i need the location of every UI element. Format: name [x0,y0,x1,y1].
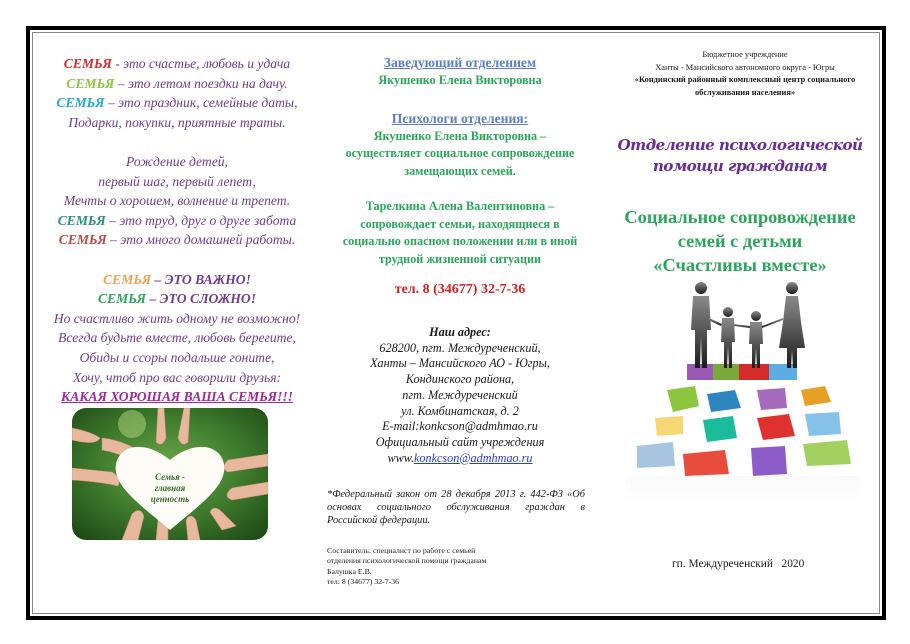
website-label: Официальный сайт учреждения [375,434,545,449]
poem-line [32,152,322,172]
poem-line [32,54,322,74]
blank-line [32,132,322,152]
poem-text: – это летом поездки на дачу. [114,75,288,91]
staff-section [320,54,600,298]
keyword-semya: СЕМЬЯ [58,232,107,248]
address-line: Кондинского района, [405,372,515,387]
poem-line [32,113,322,133]
poem-line [32,191,322,211]
psychologists-title: Психологи отделения: [391,110,529,126]
blank-line [32,250,322,270]
poem-line [32,348,322,368]
poem-text: – ЭТО ВАЖНО! [151,271,251,287]
organization-header [600,49,890,99]
poem-finale: КАКАЯ ХОРОШАЯ ВАША СЕМЬЯ!!! [61,389,293,405]
poem-line [32,93,322,113]
head-name: Якушенко Елена Викторовна [378,73,542,87]
psychologist-1 [320,128,600,181]
text-line: Тарелкина Алена Валентиновна – [365,199,555,213]
org-line: Ханты - Мансийского автономного округа - Югры [655,62,835,72]
poem-text: - это счастье, любовь и удача [111,56,291,71]
website-prefix: www. [387,450,414,465]
org-name-line: обслуживания населения» [694,87,796,97]
keyword-semya: СЕМЬЯ [63,56,112,71]
spacer [320,268,600,282]
email-line: E-mail:konkcson@admhmao.ru [382,419,538,434]
spacer [320,90,600,110]
text-line: осуществляет социальное сопровождение [345,146,575,160]
poem-line [32,328,322,348]
text-line: трудной жизненной ситуации [378,251,542,266]
project-line: семей с детьми [677,231,803,251]
address-title: Наш адрес: [429,325,491,339]
poem-line [32,172,322,192]
poem-line [32,289,322,309]
compiler-line: Балушка Е.В. [327,566,372,576]
poem-text: Но счастливо жить одному не возможно! [53,310,301,326]
department-title [600,135,880,177]
compiler-info [327,546,587,588]
photo-caption [72,472,268,505]
keyword-semya: СЕМЬЯ [56,95,105,111]
keyword-semya: СЕМЬЯ [103,271,152,287]
poem-text: Подарки, покупки, приятные траты. [68,114,286,130]
text-line: сопровождает семьи, находящиеся в [360,216,560,231]
poem-line [32,270,322,290]
project-title [600,205,880,277]
keyword-semya: СЕМЬЯ [97,291,147,307]
phone-number: тел. 8 (34677) 32-7-36 [394,282,526,297]
head-title: Заведующий отделением [383,55,537,70]
poem-text: – это праздник, семейные даты, [104,95,298,111]
compiler-line: отделения психологической помощи гражданам [327,556,487,566]
keyword-semya: СЕМЬЯ [66,75,115,91]
org-name-line: «Кондинский районный комплексный центр социального [634,75,856,85]
address-line: Ханты – Мансийского АО - Югры, [370,356,550,371]
poem-text: – это труд, друг о друге забота [105,212,297,228]
dept-line: помощи гражданам [652,157,828,175]
poem-text: Рождение детей, [126,153,228,169]
compiler-line: тел: 8 (34677) 32-7-36 [327,577,400,587]
org-line: Бюджетное учреждение [702,50,788,59]
dept-line: Отделение психологической [617,136,863,154]
compiler-line: Составитель: специалист по работе с семьей [327,546,476,555]
poem-line [32,211,322,231]
poem [32,54,322,407]
law-note: *Федеральный закон от 28 декабря 2013 г. 442-ФЗ «Об основах социального обслуживания граждан в Российской федерации. [327,489,585,526]
keyword-semya: СЕМЬЯ [57,212,106,228]
poem-line [32,309,322,329]
address-line: пгт. Междуреченский [402,387,518,402]
project-line: Социальное сопровождение [624,207,856,227]
poem-text: Мечты о хорошем, волнение и трепет. [63,193,291,209]
poem-text: – это много домашней работы. [106,232,296,248]
poem-line [32,230,322,250]
family-puzzle-illustration [625,278,860,503]
poem-text: Хочу, чтоб про вас говорили друзья: [72,369,282,385]
website-line [320,451,600,467]
text-line: Якушенко Елена Викторовна – [373,128,547,143]
caption-line: главная [154,483,186,493]
poem-text: первый шаг, первый лепет, [98,173,256,189]
poem-line [32,74,322,94]
text-line: замещающих семей. [404,163,516,178]
poem-text: Обиды и ссоры подальше гоните, [79,349,275,365]
address-block [320,325,600,466]
project-line: «Счастливы вместе» [653,255,827,275]
psychologist-2 [320,198,600,268]
caption-line: ценность [150,494,190,504]
place-year: гп. Междуреченский 2020 [672,558,805,570]
address-line: ул. Комбинатская, д. 2 [401,403,519,418]
address-line: 628200, пгт. Междуреченский, [379,340,541,355]
caption-line: Семья - [155,472,185,482]
website-link[interactable]: konkcson@admhmao.ru [414,450,533,465]
family-value-photo [72,408,268,540]
text-line: социально опасном положении или в иной [342,234,578,248]
poem-text: Всегда будьте вместе, любовь берегите, [58,330,296,346]
family-silhouette-icon [625,278,860,503]
poem-text: – ЭТО СЛОЖНО! [146,291,256,307]
spacer [320,180,600,198]
poem-line [32,368,322,388]
